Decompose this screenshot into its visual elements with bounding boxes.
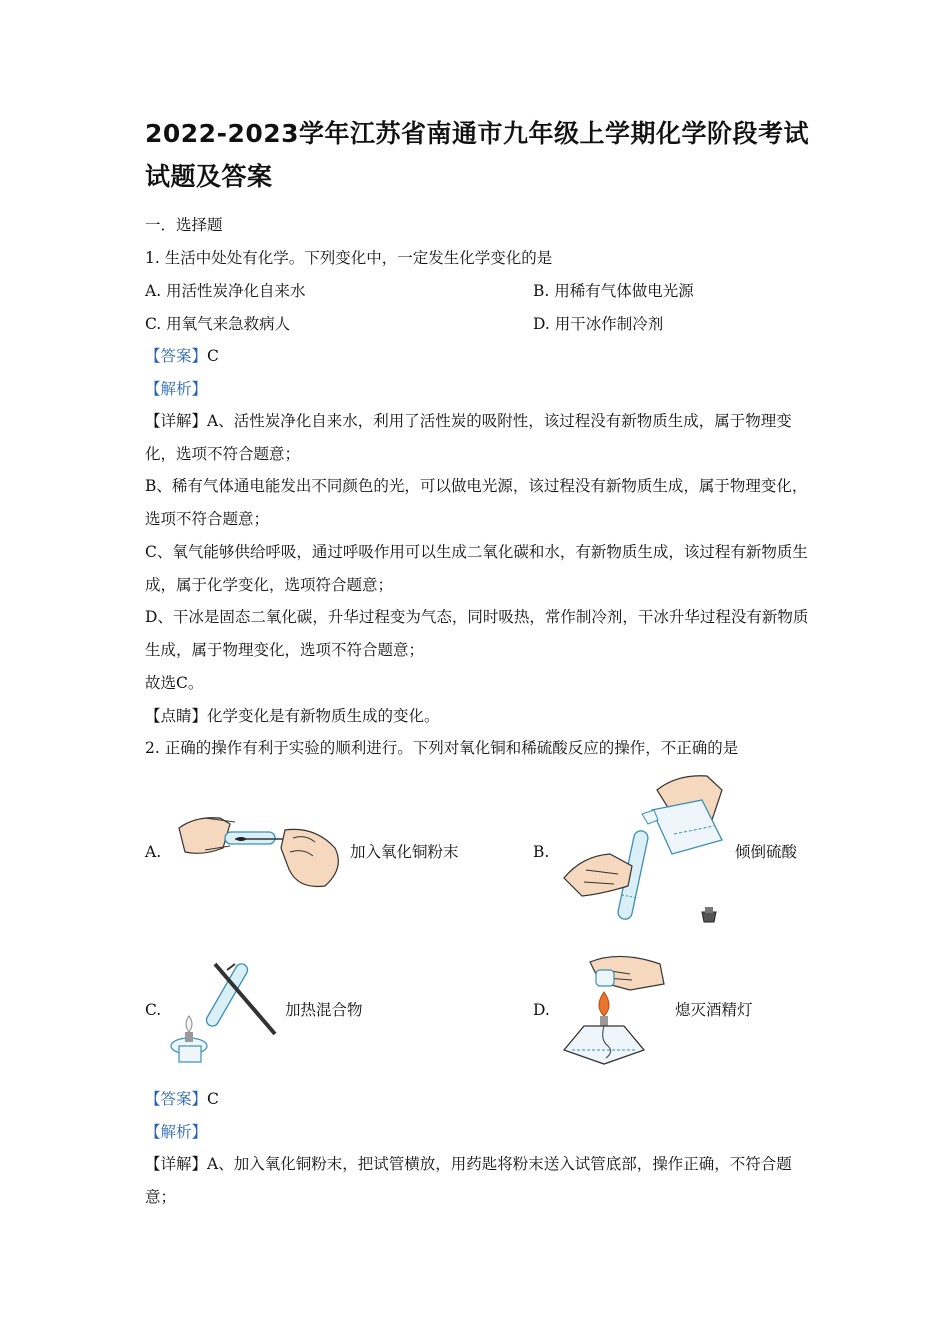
q2-option-a-caption: 加入氧化铜粉末 xyxy=(350,843,459,861)
comment-tag: 【点睛】 xyxy=(145,707,208,725)
analysis-tag: 【解析】 xyxy=(145,380,208,398)
section-heading: 一．选择题 xyxy=(145,216,223,234)
q2-option-c-caption: 加热混合物 xyxy=(285,1001,363,1019)
q1-answer-line xyxy=(145,345,219,367)
comment-text: 化学变化是有新物质生成的变化。 xyxy=(207,707,440,725)
answer-tag: 【答案】 xyxy=(145,347,208,365)
heat-mixture-illustration xyxy=(165,950,285,1070)
answer-tag: 【答案】 xyxy=(145,1090,208,1108)
q2-option-d-letter: D. xyxy=(533,1001,550,1019)
answer-value: C xyxy=(207,347,219,365)
q2-option-b-letter: B. xyxy=(533,843,550,861)
q2-stem: 2. 正确的操作有利于实验的顺利进行。下列对氧化铜和稀硫酸反应的操作，不正确的是 xyxy=(145,739,739,757)
q2-answer-line xyxy=(145,1088,219,1110)
q1-analysis-tag xyxy=(145,378,207,400)
add-powder-illustration xyxy=(175,808,350,893)
q1-detail-a xyxy=(145,405,815,470)
q1-stem: 1. 生活中处处有化学。下列变化中，一定发生化学变化的是 xyxy=(145,249,553,267)
detail-a-text: A、活性炭净化自来水，利用了活性炭的吸附性，该过程没有新物质生成，属于物理变化，选项不符合题意； xyxy=(145,412,792,463)
page-title: 2022-2023学年江苏省南通市九年级上学期化学阶段考试试题及答案 xyxy=(145,119,810,191)
q2-analysis-tag xyxy=(145,1121,207,1143)
q1-option-d: D. 用干冰作制冷剂 xyxy=(533,315,664,333)
answer-value: C xyxy=(207,1090,219,1108)
analysis-tag: 【解析】 xyxy=(145,1123,208,1141)
q2-option-a-letter: A. xyxy=(145,843,162,861)
q1-detail-b: B、稀有气体通电能发出不同颜色的光，可以做电光源，该过程没有新物质生成，属于物理变化，选项不符合题意； xyxy=(145,477,808,528)
q1-detail-c: C、氧气能够供给呼吸，通过呼吸作用可以生成二氧化碳和水，有新物质生成，该过程有新物质生成，属于化学变化，选项符合题意； xyxy=(145,543,808,594)
q2-option-b-caption: 倾倒硫酸 xyxy=(735,843,798,861)
q1-comment xyxy=(145,705,440,727)
q1-option-c: C. 用氧气来急救病人 xyxy=(145,315,291,333)
detail-a-text: A、加入氧化铜粉末，把试管横放，用药匙将粉末送入试管底部，操作正确，不符合题意； xyxy=(145,1155,792,1206)
detail-tag: 【详解】 xyxy=(145,1155,208,1173)
q2-detail-a xyxy=(145,1148,815,1213)
pour-acid-illustration xyxy=(562,770,732,930)
q2-option-d-caption: 熄灭酒精灯 xyxy=(675,1001,753,1019)
q1-detail-d: D、干冰是固态二氧化碳，升华过程变为气态，同时吸热，常作制冷剂，干冰升华过程没有新物质生成，属于物理变化，选项不符合题意； xyxy=(145,608,809,659)
q1-option-b: B. 用稀有气体做电光源 xyxy=(533,282,694,300)
extinguish-lamp-illustration xyxy=(560,950,670,1070)
q2-option-c-letter: C. xyxy=(145,1001,162,1019)
q1-conclusion: 故选C。 xyxy=(145,674,204,692)
detail-tag: 【详解】 xyxy=(145,412,208,430)
q1-option-a: A. 用活性炭净化自来水 xyxy=(145,282,306,300)
